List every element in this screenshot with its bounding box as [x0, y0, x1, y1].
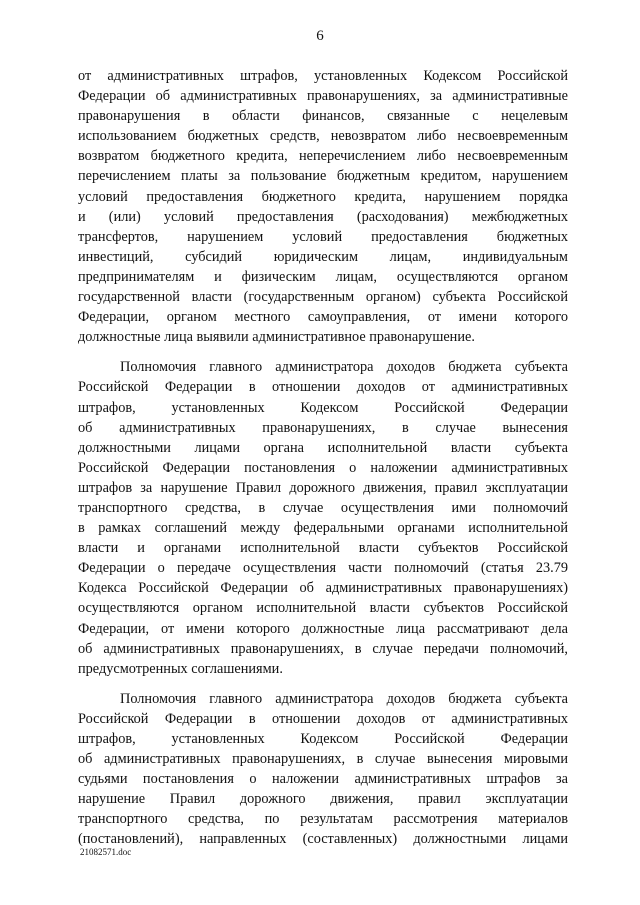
- text-line: правонарушения в области финансов, связанные с нецелевым: [78, 108, 568, 125]
- text-line: Федерации о передаче осуществления части полномочий (статья 23.79: [78, 560, 568, 577]
- text-line: Российской Федерации в отношении доходов от административных: [78, 710, 568, 727]
- text-line: условий предоставления бюджетного кредита, нарушением порядка: [78, 188, 568, 205]
- text-line: власти и органами исполнительной власти субъектов Российской: [78, 540, 568, 557]
- text-line: транспортного средства, в случае осуществления ими полномочий: [78, 499, 568, 516]
- paragraph: [78, 689, 568, 850]
- page-number: 6: [316, 28, 324, 44]
- text-line: должностные лица выявили административное правонарушение.: [78, 329, 475, 346]
- text-line: предпринимателям и физическим лицам, осуществляются органом: [78, 268, 568, 285]
- text-line: инвестиций, субсидий юридическим лицам, индивидуальным: [78, 248, 568, 265]
- text-line: в рамках соглашений между федеральными органами исполнительной: [78, 520, 568, 537]
- text-line: государственной власти (государственным органом) субъекта Российской: [78, 289, 568, 306]
- paragraph: [78, 357, 568, 679]
- text-line: штрафов за нарушение Правил дорожного движения, правил эксплуатации: [78, 479, 568, 496]
- text-line: использованием бюджетных средств, невозвратом либо несвоевременным: [78, 128, 568, 145]
- text-line: Российской Федерации постановления о наложении административных: [78, 459, 568, 476]
- text-line: от административных штрафов, установленных Кодексом Российской: [78, 68, 568, 84]
- text-line: судьями постановления о наложении административных штрафов за: [78, 771, 568, 788]
- text-line: об административных правонарушениях, в случае передачи полномочий,: [78, 640, 568, 657]
- text-line: трансфертов, нарушением условий предоставления бюджетных: [78, 228, 568, 245]
- text-line: Федерации, органом местного самоуправления, от имени которого: [78, 309, 568, 326]
- text-line: об административных правонарушениях, в случае вынесения мировыми: [78, 751, 568, 768]
- text-line: Федерации об административных правонарушениях, за административные: [78, 88, 568, 105]
- text-line: транспортного средства, по результатам рассмотрения материалов: [78, 811, 568, 828]
- text-line: Кодекса Российской Федерации об административных правонарушениях): [78, 580, 568, 597]
- text-line: нарушение Правил дорожного движения, правил эксплуатации: [78, 791, 568, 808]
- paragraph: [78, 66, 568, 347]
- text-line: штрафов, установленных Кодексом Российской Федерации: [78, 399, 568, 416]
- text-line: и (или) условий предоставления (расходования) межбюджетных: [78, 208, 568, 225]
- text-line: Российской Федерации в отношении доходов от административных: [78, 379, 568, 396]
- text-line: возвратом бюджетного кредита, неперечислением либо несвоевременным: [78, 148, 568, 165]
- text-line: Полномочия главного администратора доходов бюджета субъекта: [120, 359, 568, 376]
- text-line: должностными лицами органа исполнительной власти субъекта: [78, 439, 568, 456]
- text-line: об административных правонарушениях, в случае вынесения: [78, 419, 568, 436]
- text-line: предусмотренных соглашениями.: [78, 660, 283, 677]
- text-line: Полномочия главного администратора доходов бюджета субъекта: [120, 690, 568, 707]
- text-line: перечислением платы за пользование бюджетным кредитом, нарушением: [78, 168, 568, 185]
- text-line: штрафов, установленных Кодексом Российской Федерации: [78, 731, 568, 747]
- footer-filename: 21082571.doc: [80, 847, 132, 857]
- text-line: осуществляются органом исполнительной власти субъектов Российской: [78, 600, 568, 617]
- text-line: (постановлений), направленных (составленных) должностными лицами: [78, 831, 568, 848]
- text-line: Федерации, от имени которого должностные лица рассматривают дела: [78, 620, 568, 637]
- document-body: [78, 66, 568, 860]
